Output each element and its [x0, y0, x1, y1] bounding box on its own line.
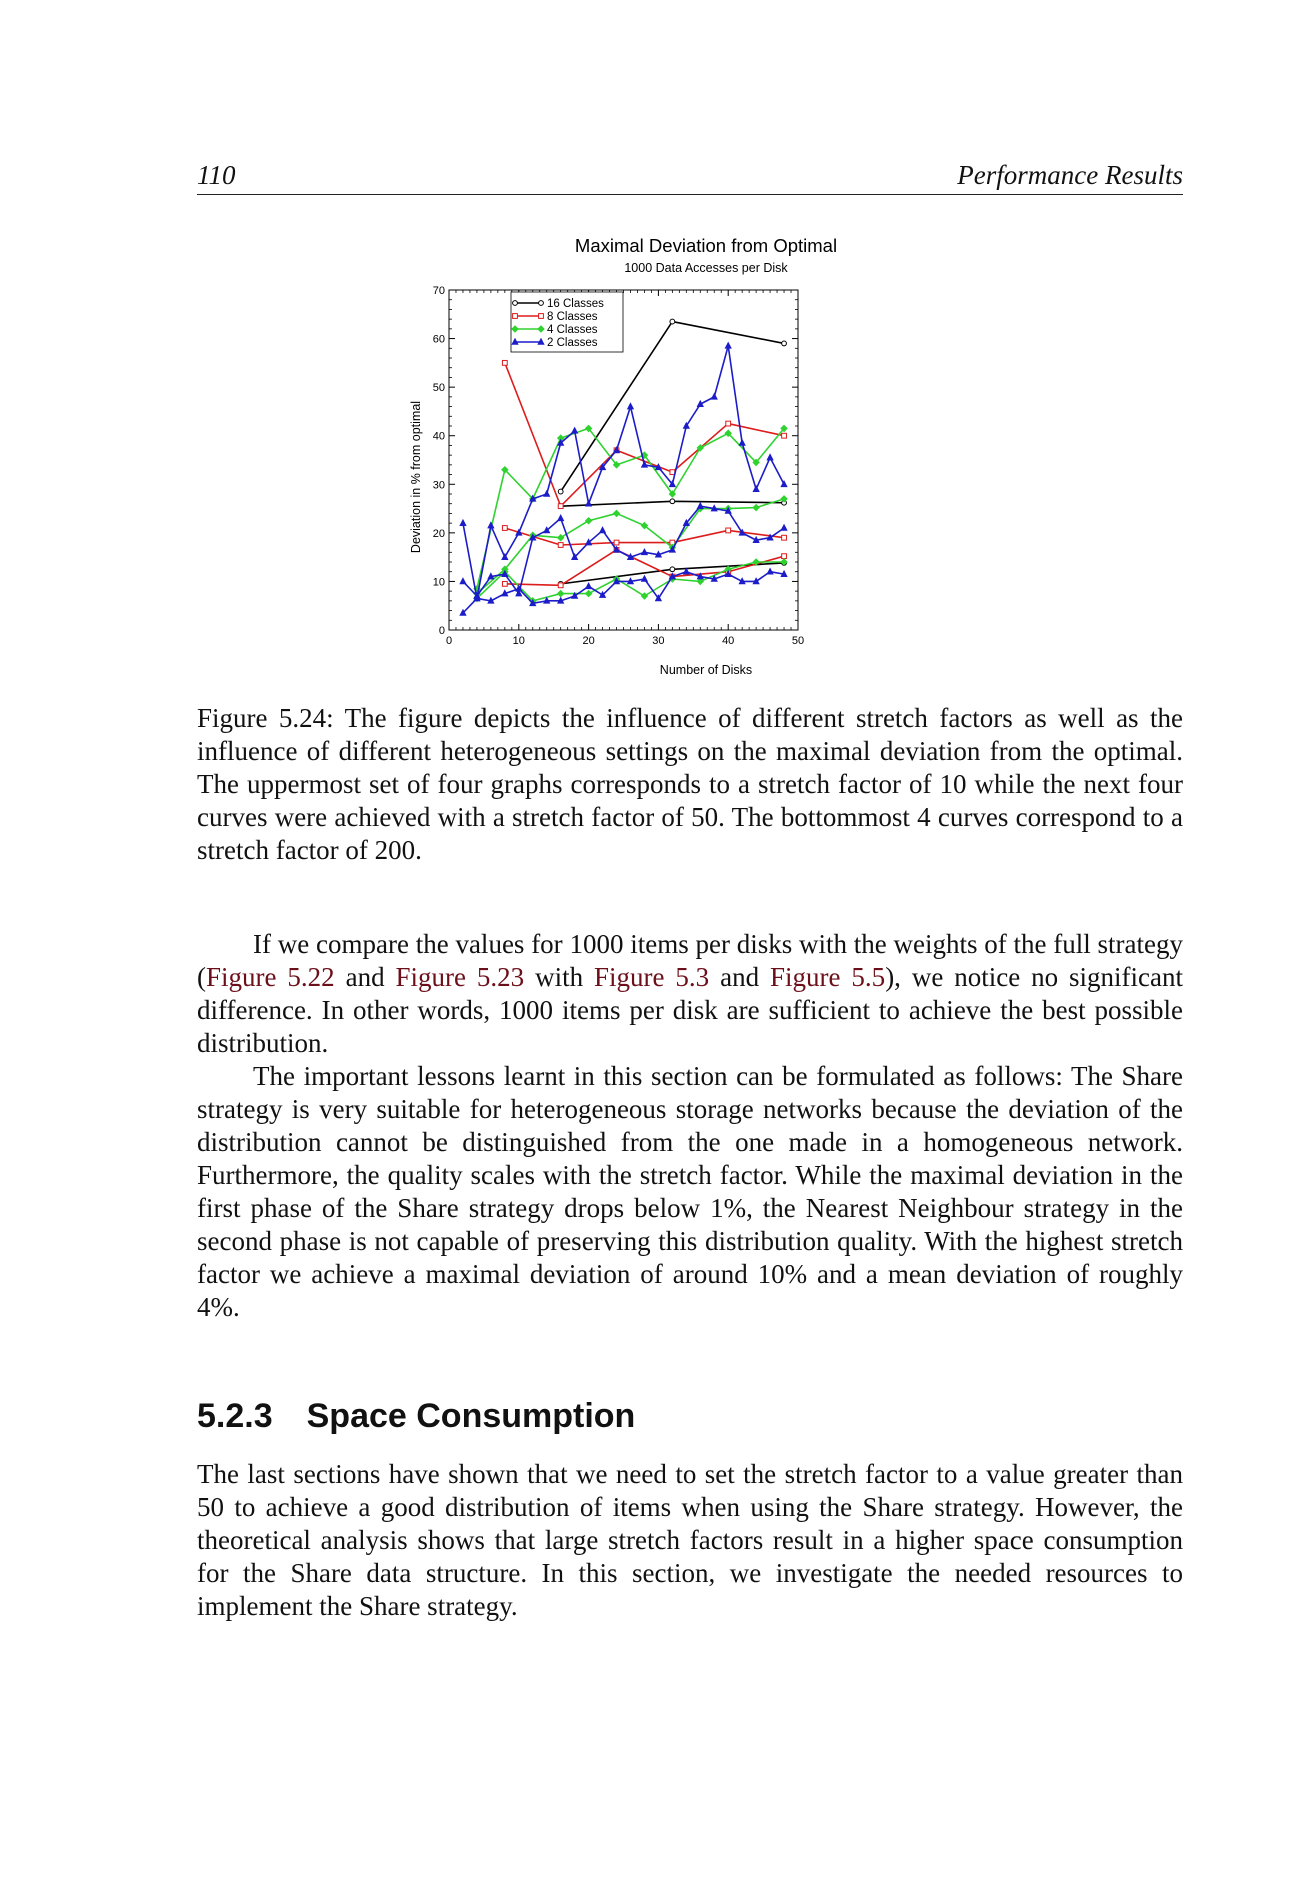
data-point [781, 525, 787, 531]
series-8-classes [502, 360, 786, 508]
legend-label: 4 Classes [547, 324, 598, 336]
x-tick-label: 50 [791, 635, 805, 647]
figure-5-3-link[interactable]: Figure 5.3 [594, 962, 710, 992]
figure-5-22-link[interactable]: Figure 5.22 [206, 962, 335, 992]
data-point [627, 403, 633, 409]
data-point [539, 301, 544, 306]
data-point [572, 427, 578, 433]
chart-title: Maximal Deviation from Optimal [574, 235, 838, 256]
y-tick-label: 0 [438, 625, 445, 637]
paragraph-space-consumption: The last sections have shown that we need to set the stretch factor to a value greater than 50 to achieve a good distribution of items when using the Share strategy. However, the theoretical analysis shows that large stretch factors result in a higher space consumption for the Share data structure. In this section, we investigate the needed resources to implement the Share strategy. [197, 1459, 1183, 1621]
paragraph-text: with [524, 962, 595, 992]
paragraph-lessons: The important lessons learnt in this section can be formulated as follows: The Share strategy is very suitable for heterogeneous storage networks because the deviation of the distribution cannot be distinguished from the one made in a homogeneous network. Furthermore, the quality scales with the stretch factor. While the maximal deviation in the first phase of the Share strategy drops below 1%, the Nearest Neighbour strategy in the second phase is not capable of preserving this distribution quality. With the highest stretch factor we achieve a maximal deviation of around 10% and a mean deviation of roughly 4%. [197, 1061, 1183, 1322]
data-point [670, 319, 675, 324]
data-point [725, 342, 731, 348]
data-point [558, 515, 564, 521]
y-tick-label: 30 [432, 479, 445, 492]
x-tick-label: 30 [652, 635, 665, 647]
data-point [739, 440, 745, 446]
data-point [711, 393, 717, 399]
data-point [614, 540, 619, 545]
paragraph-text: and [709, 962, 771, 992]
paragraph-text: and [334, 962, 396, 992]
y-tick-label: 20 [432, 527, 445, 540]
series-line [505, 363, 784, 506]
data-point [513, 301, 518, 306]
legend-label: 8 Classes [547, 311, 598, 323]
plot-frame [449, 290, 798, 630]
y-axis-label: Deviation in % from optimal [409, 400, 423, 554]
section-number: 5.2.3 [197, 1397, 273, 1435]
y-tick-label: 10 [432, 576, 445, 589]
legend-label: 16 Classes [547, 298, 604, 310]
data-point [558, 583, 563, 588]
y-tick-label: 40 [432, 430, 445, 443]
data-point [767, 568, 773, 574]
data-point [558, 489, 563, 494]
y-tick-label: 50 [432, 382, 445, 395]
page-number: 110 [197, 160, 236, 190]
data-point [544, 491, 550, 497]
data-point [782, 341, 787, 346]
y-tick-label: 60 [432, 333, 445, 346]
data-point [586, 583, 592, 589]
section-title: Space Consumption [306, 1397, 636, 1435]
data-point [726, 421, 731, 426]
data-point [502, 360, 507, 365]
chart-legend [511, 292, 623, 352]
data-point [697, 503, 703, 509]
x-tick-label: 40 [722, 635, 735, 647]
data-point [782, 535, 787, 540]
x-tick-label: 10 [512, 635, 525, 647]
data-point [460, 520, 466, 526]
paragraph-comparison [197, 928, 1183, 1060]
figure-5-23-link[interactable]: Figure 5.23 [395, 962, 525, 992]
figure-5-5-link[interactable]: Figure 5.5 [770, 962, 886, 992]
running-title: Performance Results [957, 160, 1183, 190]
data-point [600, 527, 606, 533]
data-point [670, 499, 675, 504]
data-point [613, 510, 619, 516]
data-point [557, 590, 563, 596]
data-point [670, 470, 675, 475]
data-point [726, 528, 731, 533]
data-point [460, 578, 466, 584]
data-point [782, 554, 787, 559]
series-2-classes [460, 342, 787, 600]
x-tick-label: 20 [582, 635, 595, 647]
data-point [753, 486, 759, 492]
deviation-chart [400, 228, 980, 680]
data-point [670, 567, 675, 572]
y-tick-label: 70 [432, 285, 445, 297]
x-axis-label: Number of Disks [659, 663, 753, 677]
data-point [558, 504, 563, 509]
legend-label: 2 Classes [547, 337, 598, 349]
data-point [585, 590, 591, 596]
data-point [558, 543, 563, 548]
data-point [753, 504, 759, 510]
paragraph-text: ), we notice no significant difference. In other words, 1000 items per disk are sufficient to achieve the best possible distribution. [197, 962, 1184, 1058]
data-point [513, 314, 518, 319]
data-point [539, 314, 544, 319]
data-point [502, 526, 507, 531]
data-point [782, 433, 787, 438]
data-point [641, 576, 647, 582]
data-point [641, 549, 647, 555]
data-point [502, 581, 507, 586]
section-heading [197, 1397, 635, 1436]
figure-caption: Figure 5.24: The figure depicts the influence of different stretch factors as well as the influence of different heterogeneous settings on the maximal deviation from the optimal. The uppermost set of four graphs corresponds to a stretch factor of 10 while the next four curves were achieved with a stretch factor of 50. The bottommost 4 curves correspond to a stretch factor of 200. [197, 703, 1183, 865]
chart-subtitle: 1000 Data Accesses per Disk [624, 261, 788, 275]
paragraph-text: If we compare the values for 1000 items per disks with the weights of the full strategy ( [197, 929, 1183, 992]
page-header [197, 158, 1183, 195]
data-point [586, 500, 592, 506]
data-point [767, 454, 773, 460]
x-tick-label: 0 [445, 635, 453, 647]
